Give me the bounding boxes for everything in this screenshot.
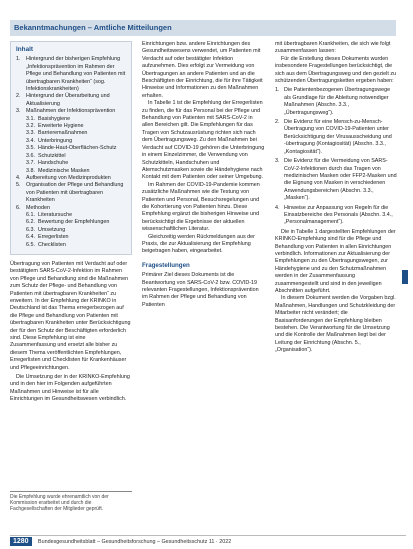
column-left [10, 41, 132, 404]
toc-item [16, 108, 126, 115]
page-number: 1280 [10, 537, 32, 546]
toc-item-text: Hintergrund der Überarbeitung und Aktualisierung [26, 93, 110, 107]
body-paragraph: Die Umsetzung der in der KRINKO-Empfehlung und in den hier im Folgenden aufgeführten Maßnahmen und Hinweise ist für alle Einrichtungen im Gesundheitswesen verbindlich. [10, 374, 130, 403]
list-item [275, 119, 397, 156]
toc-item-text: Checklisten [38, 241, 66, 248]
column-right [275, 41, 397, 355]
toc-item-number: 3. [16, 108, 21, 115]
toc-title: Inhalt [16, 46, 34, 53]
subheading: Fragestellungen [142, 261, 190, 269]
page-footer [10, 535, 406, 548]
toc-item-number: 3.8. [26, 167, 35, 174]
toc-item-text: Barrieremaßnahmen [38, 130, 88, 137]
toc-item-text: Unterbringung [38, 137, 73, 144]
toc-item [16, 168, 126, 175]
toc-item-number: 6.4. [26, 234, 35, 241]
toc-item-number: 3.4. [26, 137, 35, 144]
toc-item-number: 6.5. [26, 241, 35, 248]
list-item-number: 1. [275, 87, 280, 94]
toc-item [16, 227, 126, 234]
toc-item-text: Literatursuche [38, 211, 73, 218]
toc-item-number: 6. [16, 204, 21, 211]
list-item-number: 3. [275, 158, 280, 165]
margin-marker [402, 270, 408, 284]
body-paragraph: Im Rahmen der COVID-19-Pandemie kommen zusätzliche Maßnahmen wie die Testung von Patienten und Personal, Besuchsregelungen und die Kohortierung von Patienten hinzu. Diese Empfehlung ergänzt die bisherigen Hinweise und berücksichtigt die Ergebnisse der aktuellen wissenschaftlichen Literatur. [142, 181, 260, 233]
list-item-text: Hinweise zur Anpassung von Regeln für die Einsatzbereiche des Personals (Abschn. 3.4., „Personalmanagement“). [284, 204, 393, 226]
toc-item [16, 145, 126, 152]
body-paragraph: Gleichzeitig werden Rückmeldungen aus der Praxis, die zur Aktualisierung der Empfehlung beigetragen haben, eingearbeitet. [142, 233, 255, 255]
column-middle [142, 41, 265, 309]
list-item-text: Die Patientenbezogenen Übertragungswege als Grundlage für die Ableitung notwendiger Maßnahmen (Abschn. 3.3., „Übertragungsweg“). [284, 87, 391, 116]
section-header [10, 20, 396, 36]
toc-item-number: 1. [16, 56, 21, 63]
toc-item-number: 3.3. [26, 130, 35, 137]
body-paragraph: Primärer Ziel dieses Dokuments ist die Beantwortung von SARS-CoV-2 bzw. COVID-19 relevanten Fragestellungen, Infektionsprävention im Rahmen der Pflege und Behandlung von Patienten [142, 272, 259, 308]
toc-item-number: 3.2. [26, 123, 35, 130]
toc-item-number: 3.7. [26, 160, 35, 167]
toc-item-text: Maßnahmen der Infektionsprävention [26, 108, 116, 115]
toc-item [16, 116, 126, 123]
list-item-text: Die Evidenz für die Vermeidung von SARS-CoV-2-Infektionen durch das Tragen von medizinischen Masken oder FFP2-Masken und die Eignung von Masken in verschiedenen Anwendungsbereichen (Abschn. 3.3., „Masken“). [284, 158, 397, 202]
body-paragraph: In Tabelle 1 ist die Empfehlung der Erregerlisten zu finden, die für das Personal bei der Pflege und Behandlung von Patienten mit SARS-CoV-2 in allen Bereichen gilt. Die Empfehlungen für das Tragen von Schutzausrüstung richten sich nach dem Übertragungsweg. Zu den Maßnahmen bei Verdacht auf COVID-19 gehören die Unterbringung in einem Einzelzimmer, die Verwendung von Schutzkitteln, Handschuhen und Atemschutzmasken sowie die Händehygiene nach Kontakt mit dem Patienten oder seiner Umgebung. [142, 100, 265, 181]
toc-item-text: Basishygiene [38, 115, 71, 122]
body-paragraph: mit übertragbaren Krankheiten, die sich wie folgt zusammenfassen lassen: [275, 41, 391, 55]
list-item-number: 2. [275, 119, 280, 126]
toc-item-text: Erweiterte Hygiene [38, 123, 84, 130]
toc-item-text: Umsetzung [38, 226, 66, 233]
toc-item [16, 138, 126, 145]
toc-item-text: Medizinische Masken [38, 167, 90, 174]
toc-item [16, 123, 126, 130]
toc-item-number: 6.2. [26, 219, 35, 226]
toc-item [16, 205, 126, 212]
toc-item [16, 234, 126, 241]
journal-citation: Bundesgesundheitsblatt – Gesundheitsforschung – Gesundheitsschutz 11 · 2022 [38, 539, 232, 545]
toc-item-number: 3.5. [26, 145, 35, 152]
toc-item-number: 6.1. [26, 211, 35, 218]
toc-item [16, 93, 126, 108]
toc-item-text: Organisation der Pflege und Behandlung von Patienten mit übertragbaren Krankheiten [26, 182, 124, 204]
list-item-number: 4. [275, 204, 280, 211]
body-paragraph: Übertragung von Patienten mit Verdacht auf oder bestätigtem SARS-CoV-2-Infektion im Rahmen von Pflege und Behandlung sind die Maßnahmen zum Schutz der Pflege- und Behandlung von Patienten mit übertragbaren Krankheiten“ zu erweitern. In der Empfehlung der KRINKO in Deutschland ist das Thema erregerbezogen auf die Pflege und Behandlung von Patienten mit übertragbaren Krankheiten unter Berücksichtigung der für den Schutz der Beschäftigten erforderlich sind. Diese Empfehlung ist eine Zusammenfassung und ersetzt alle bisher zu diesem Thema veröffentlichten Empfehlungen, Erregerlisten und Checklisten für Krankenhäuser und Pflegeeinrichtungen. [10, 260, 131, 371]
toc-item-text: Bewertung der Empfehlungen [38, 219, 110, 226]
toc-item [16, 130, 126, 137]
numbered-list [275, 87, 397, 226]
toc-item-number: 4. [16, 174, 21, 181]
toc-item-text: Handschuhe [38, 160, 69, 167]
toc-item [16, 153, 126, 160]
list-item [275, 205, 397, 227]
footnote: Die Empfehlung wurde ehrenamtlich von der Kommission erarbeitet und durch die Fachgesellschaften der Mitglieder geprüft. [10, 491, 132, 513]
list-item-text: Die Evidenz für eine Mensch-zu-Mensch-Übertragung von COVID-19-Patienten unter Berücksichtigung der Virusausscheidung und -übertragung (Kontagiosität) (Abschn. 3.3., „Kontagiosität“). [284, 119, 392, 155]
body-paragraph: Für die Erstellung dieses Dokuments wurden insbesondere Fragestellungen berücksichtigt, die sich aus dem Übertragungsweg und den gezielt zu schützenden Übertragungsketten ergeben haben: [275, 55, 397, 85]
toc-item [16, 160, 126, 167]
list-item [275, 158, 397, 202]
toc-item [16, 242, 126, 249]
toc-item-number: 6.3. [26, 226, 35, 233]
toc-item [16, 56, 126, 93]
section-title: Bekanntmachungen – Amtliche Mitteilungen [14, 23, 172, 32]
toc-item-text: Schutzkittel [38, 152, 66, 159]
toc-item-text: Methoden [26, 204, 50, 211]
toc-item-text: Hände-Haut-Oberflächen-Schutz [38, 145, 117, 152]
body-paragraph: In diesem Dokument werden die Vorgaben bzgl. Maßnahmen, Handlungen und Schutzkleidung der Mitarbeiter nicht verändert; die Basisanforderungen der Empfehlung bleiben bestehen. Die Verantwortung für die Umsetzung und die Kontrolle der Maßnahmen liegt bei der Leitung der Einrichtung (Abschn. 5., „Organisation“). [275, 295, 396, 354]
toc-item [16, 182, 126, 204]
toc-item-text: Erregerlisten [38, 234, 69, 241]
toc-item-number: 2. [16, 93, 21, 100]
list-item [275, 87, 397, 117]
toc-item-text: Aufbereitung von Medizinprodukten [26, 174, 111, 181]
toc-item-number: 5. [16, 182, 21, 189]
table-of-contents [10, 41, 132, 255]
toc-item-number: 3.6. [26, 152, 35, 159]
body-paragraph: Einrichtungen bzw. andere Einrichtungen des Gesundheitswesens verwendet, um Patienten mit Verdacht auf oder bestätigter Infektion aufzunehmen. Dies erfolgt zur Vermeidung von Übertragungen an andere Patienten und an die Beschäftigten der Einrichtung, die für ihre Tätigkeit Hinweise und Informationen zu den Maßnahmen erhalten. [142, 41, 263, 99]
toc-item-number: 3.1. [26, 115, 35, 122]
toc-list [16, 56, 126, 249]
toc-item [16, 175, 126, 182]
toc-item [16, 219, 126, 226]
toc-item-text: Hintergrund der bisherigen Empfehlung „Infektionsprävention im Rahmen der Pflege und Behandlung von Patienten mit übertragbaren Krankheiten“ (sog. Infektionskrankheiten) [26, 56, 126, 93]
toc-item [16, 212, 126, 219]
body-paragraph: Die in Tabelle 1 dargestellten Empfehlungen der KRINKO-Empfehlung sind für die Pflege und Behandlung von Patienten in allen Einrichtungen verbindlich. Informationen zur Aktualisierung der Empfehlungen zu den Übertragungswegen, zur Händehygiene und zu den Schutzmaßnahmen werden in der Zusammenfassung zusammengestellt und sind in den jeweiligen Abschnitten aufgeführt. [275, 228, 396, 294]
